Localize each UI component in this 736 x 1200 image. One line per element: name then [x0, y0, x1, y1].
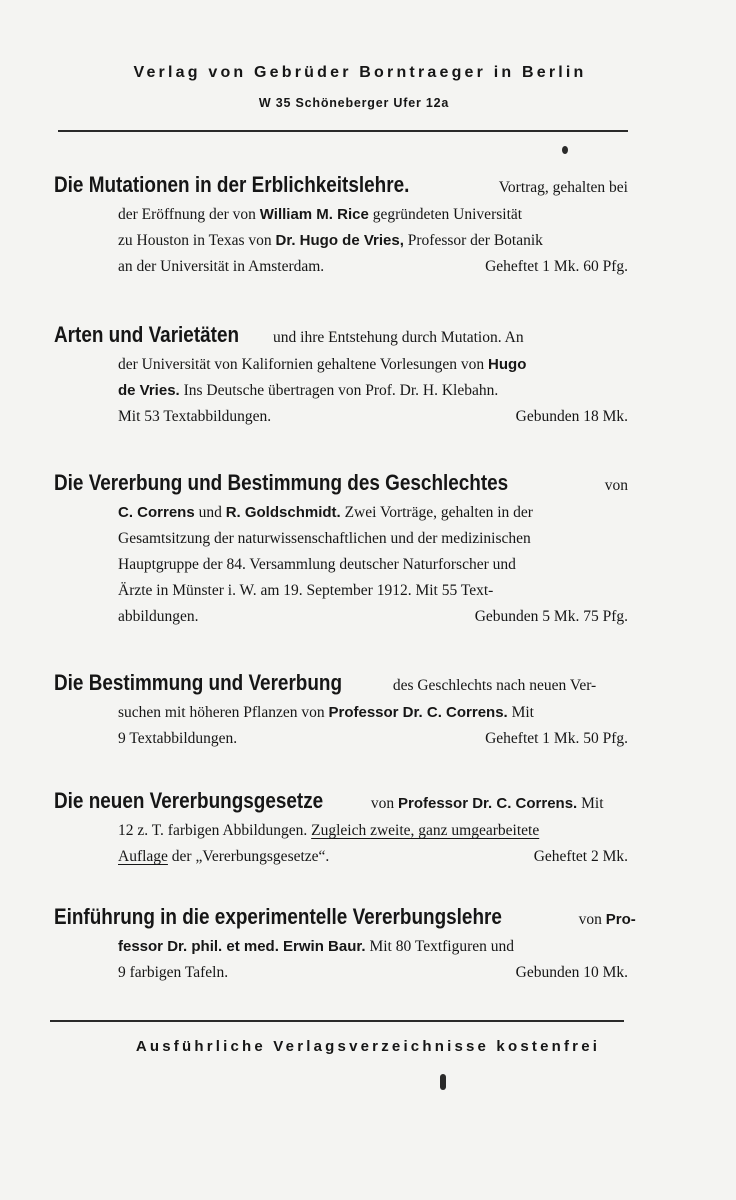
price: Gebunden 5 Mk. 75 Pfg.: [474, 608, 628, 625]
entry-text: Professor der Botanik: [403, 232, 543, 249]
entry-line: [54, 604, 628, 630]
entry-line: [54, 844, 628, 870]
entry-line: [54, 700, 628, 726]
entry-line: [54, 318, 628, 352]
book-entry-mutationen: [54, 168, 628, 280]
entry-text: Mit: [577, 795, 604, 812]
entry-text: von: [574, 911, 606, 928]
book-title: Die Bestimmung und Vererbung: [54, 670, 343, 695]
publisher-name: Verlag von Gebrüder Borntraeger in Berlin: [133, 64, 587, 81]
book-title: Die Vererbung und Bestimmung des Geschlechtes: [54, 470, 509, 495]
entry-line: [54, 526, 628, 552]
author-name: Dr. Hugo de Vries,: [275, 232, 404, 249]
entry-line: [54, 254, 628, 280]
entry-text: abbildungen.: [118, 608, 199, 625]
book-title: Die neuen Vererbungsgesetze: [54, 788, 324, 813]
entry-text: und ihre Entstehung durch Mutation. An: [269, 329, 524, 346]
book-title: Die Mutationen in der Erblichkeitslehre.: [54, 172, 410, 197]
entry-line: [54, 726, 628, 752]
entry-text: 12 z. T. farbigen Abbildungen.: [118, 822, 312, 839]
entry-text: Mit: [507, 704, 534, 721]
book-entry-neuen-vererbungsgesetze: [54, 784, 628, 870]
entry-text: zu Houston in Texas von: [118, 232, 276, 249]
book-entry-einfuehrung-vererbungslehre: [54, 900, 636, 986]
entry-text: der „Vererbungsgesetze“.: [167, 848, 330, 865]
price: Geheftet 1 Mk. 60 Pfg.: [485, 258, 628, 275]
entry-line: [54, 378, 628, 404]
entry-line: [54, 552, 628, 578]
book-title: Arten und Varietäten: [54, 322, 240, 347]
book-entry-bestimmung-und-vererbung: [54, 666, 628, 752]
author-name: R. Goldschmidt.: [225, 504, 341, 521]
person-name: William M. Rice: [259, 206, 369, 223]
ink-speck: [562, 146, 568, 154]
entry-text: 9 Textabbildungen.: [118, 730, 238, 747]
author-name: Hugo: [488, 356, 527, 373]
price: Geheftet 2 Mk.: [533, 848, 628, 865]
author-name: Professor Dr. C. Correns.: [398, 795, 578, 812]
book-title: Einführung in die experimentelle Vererbungslehre: [54, 904, 502, 929]
entry-line: [54, 934, 628, 960]
entry-line: [54, 784, 628, 818]
price: Geheftet 1 Mk. 50 Pfg.: [485, 730, 628, 747]
entry-line: [54, 352, 628, 378]
entry-text: der Eröffnung der von: [118, 206, 260, 223]
entry-text: an der Universität in Amsterdam.: [118, 258, 325, 275]
underlined-edition-note: Zugleich zweite, ganz umgearbeitete: [311, 822, 540, 839]
price: Gebunden 18 Mk.: [515, 408, 628, 425]
entry-text: gegründeten Universität: [368, 206, 523, 223]
author-name: fessor Dr. phil. et med. Erwin Baur.: [118, 938, 366, 955]
entry-text: suchen mit höheren Pflanzen von: [118, 704, 329, 721]
top-rule: [58, 130, 628, 132]
entry-line: [54, 666, 628, 700]
entry-text: Ärzte in Münster i. W. am 19. September 1912. Mit 55 Text-: [118, 582, 494, 599]
price: Gebunden 10 Mk.: [515, 964, 628, 981]
entry-text: Hauptgruppe der 84. Versammlung deutscher Naturforscher und: [118, 556, 516, 573]
underlined-edition-note: Auflage: [118, 848, 168, 865]
entry-line: [54, 404, 628, 430]
entry-line: [54, 228, 628, 254]
entry-text: Vortrag, gehalten bei: [498, 179, 628, 196]
entry-text: von: [367, 795, 398, 812]
entry-text: Gesamtsitzung der naturwissenschaftlichen und der medizinischen: [118, 530, 531, 547]
entry-text: und: [194, 504, 226, 521]
footer-note: Ausführliche Verlagsverzeichnisse kostenfrei: [135, 1038, 601, 1055]
entry-text: Mit 80 Textfiguren und: [365, 938, 515, 955]
entry-text: Mit 53 Textabbildungen.: [118, 408, 272, 425]
author-name: Professor Dr. C. Correns.: [328, 704, 508, 721]
entry-line: [54, 466, 628, 500]
entry-line: [54, 960, 628, 986]
entry-text: der Universität von Kalifornien gehaltene Vorlesungen von: [118, 356, 489, 373]
book-entry-arten-und-varietaeten: [54, 318, 628, 430]
entry-text: Zwei Vorträge, gehalten in der: [340, 504, 533, 521]
entry-text: des Geschlechts nach neuen Ver-: [388, 677, 597, 694]
author-name: de Vries.: [118, 382, 180, 399]
entry-line: [54, 578, 628, 604]
entry-line: [54, 168, 628, 202]
ink-speck: [440, 1074, 446, 1090]
book-entry-vererbung-und-bestimmung: [54, 466, 628, 630]
author-name: Pro-: [605, 911, 636, 928]
entry-line: [54, 202, 628, 228]
entry-text: Ins Deutsche übertragen von Prof. Dr. H. Klebahn.: [179, 382, 499, 399]
entry-line: [54, 900, 636, 934]
author-name: C. Correns: [118, 504, 195, 521]
entry-line: [54, 500, 628, 526]
bottom-rule: [50, 1020, 624, 1022]
entry-text: von: [604, 477, 628, 494]
publisher-address: W 35 Schöneberger Ufer 12a: [258, 96, 450, 110]
entry-line: [54, 818, 628, 844]
entry-text: 9 farbigen Tafeln.: [118, 964, 229, 981]
